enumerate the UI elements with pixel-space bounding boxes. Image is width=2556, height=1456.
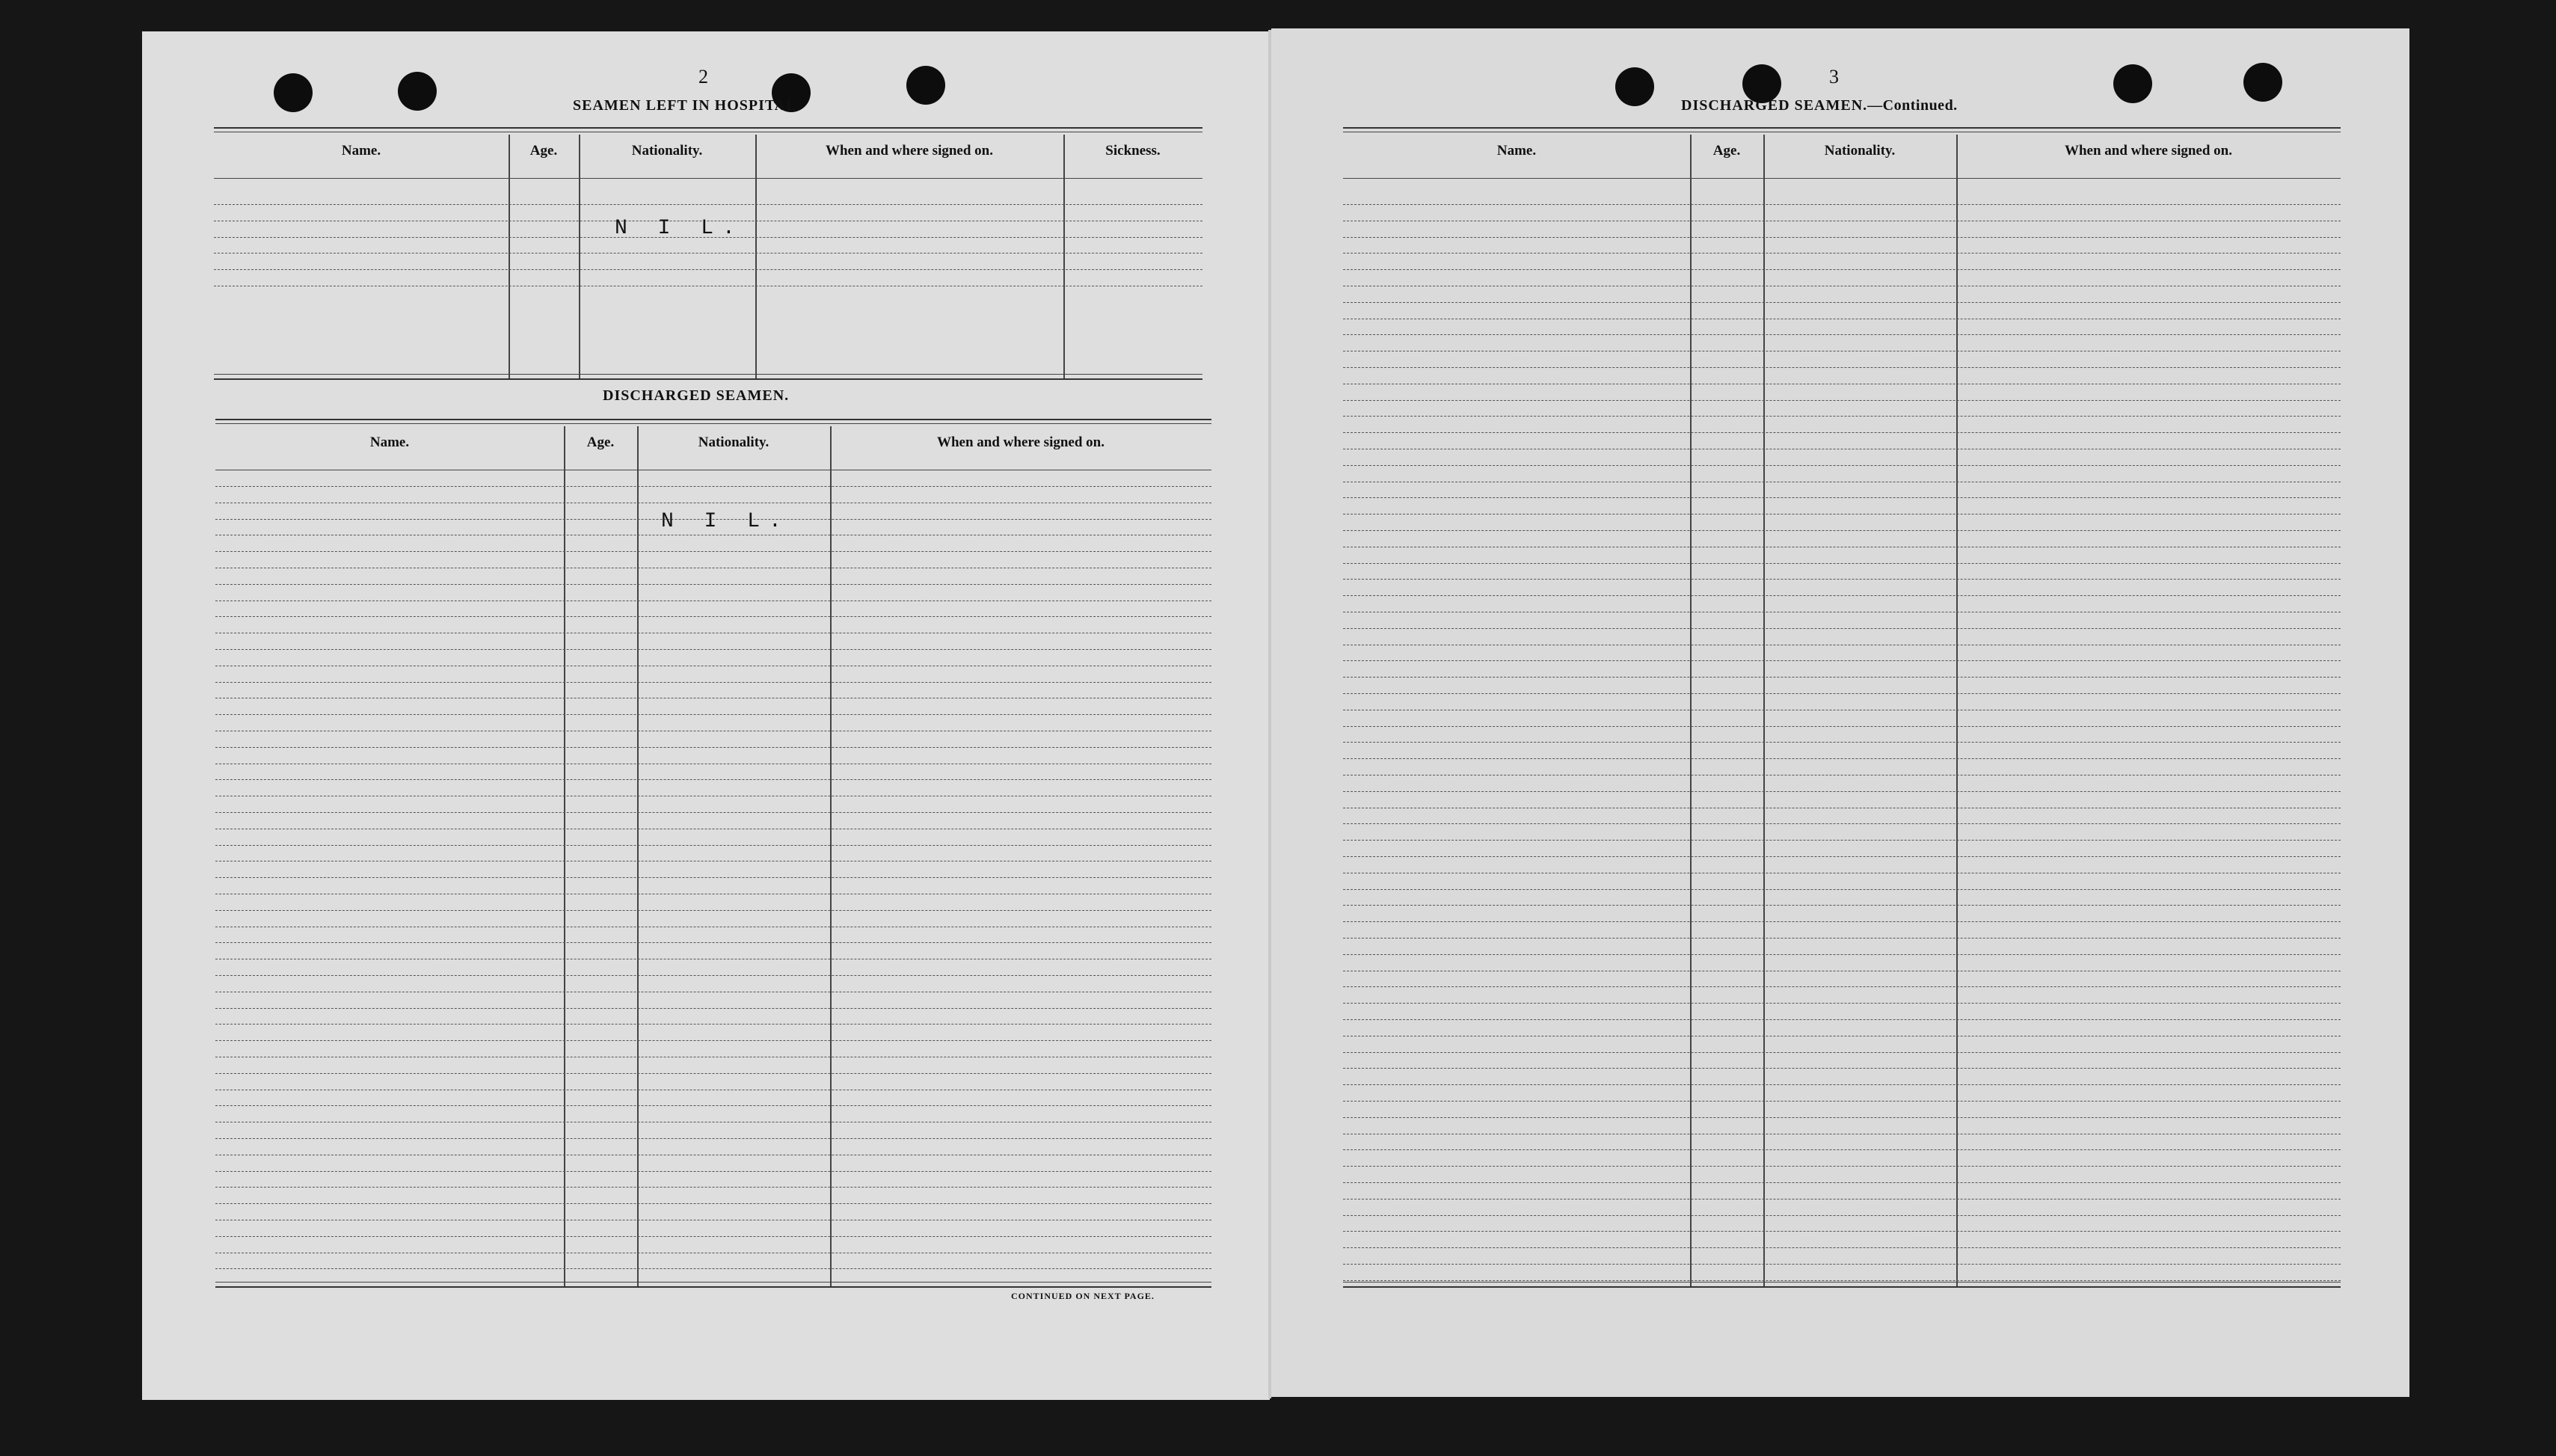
entry-row-line: [1343, 253, 2341, 254]
entry-row-line: [215, 877, 1211, 878]
column-header: Age.: [529, 143, 558, 159]
entry-row-line: [1343, 1149, 2341, 1150]
entry-row-line: [215, 1187, 1211, 1188]
entry-row-line: [215, 714, 1211, 715]
entry-row-line: [1343, 1247, 2341, 1248]
entry-row-line: [215, 1236, 1211, 1237]
punch-hole: [906, 66, 945, 105]
rule: [1343, 127, 2341, 129]
column-divider: [1956, 135, 1958, 1286]
entry-row-line: [215, 1024, 1211, 1025]
rule: [214, 127, 1202, 129]
entry-row-line: [1343, 1280, 2341, 1281]
entry-row-line: [1343, 465, 2341, 466]
entry-row-line: [1343, 986, 2341, 987]
column-header: When and where signed on.: [936, 434, 1105, 450]
entry-row-line: [1343, 302, 2341, 303]
entry-row-line: [215, 1268, 1211, 1269]
page-fold: [1268, 30, 1271, 1398]
entry-row-line: [1343, 400, 2341, 401]
column-divider: [1063, 135, 1065, 378]
entry-row-line: [214, 269, 1202, 270]
rule: [214, 374, 1202, 375]
entry-row-line: [1343, 530, 2341, 531]
column-divider: [1763, 135, 1765, 1286]
entry-row-line: [1343, 1019, 2341, 1020]
entry-row-line: [1343, 628, 2341, 629]
entry-row-line: [1343, 905, 2341, 906]
hospital-nil-entry: N I L.: [615, 217, 744, 240]
entry-row-line: [1343, 334, 2341, 335]
column-header: Age.: [586, 434, 615, 450]
entry-row-line: [1343, 1215, 2341, 1216]
entry-row-line: [1343, 954, 2341, 955]
entry-row-line: [1343, 791, 2341, 792]
entry-row-line: [1343, 693, 2341, 694]
title-text: DISCHARGED SEAMEN.: [1681, 97, 1868, 114]
entry-row-line: [1343, 1084, 2341, 1085]
discharged-continued-table: [1343, 127, 2341, 1286]
entry-row-line: [1343, 1068, 2341, 1069]
entry-row-line: [215, 1073, 1211, 1074]
entry-row-line: [1343, 1166, 2341, 1167]
column-divider: [1690, 135, 1692, 1286]
discharged-nil-entry: N I L.: [661, 510, 790, 533]
rule: [215, 1286, 1211, 1288]
entry-row-line: [215, 779, 1211, 780]
column-header: When and where signed on.: [2064, 143, 2232, 159]
rule: [1343, 178, 2341, 179]
entry-row-line: [1343, 889, 2341, 890]
entry-row-line: [215, 1203, 1211, 1204]
punch-hole: [2243, 63, 2282, 102]
entry-row-line: [1343, 726, 2341, 727]
entry-row-line: [1343, 1052, 2341, 1053]
entry-row-line: [215, 584, 1211, 585]
entry-row-line: [1343, 367, 2341, 368]
entry-row-line: [1343, 237, 2341, 238]
section-title-hospital: SEAMEN LEFT IN HOSPITAL.: [573, 97, 802, 114]
punch-hole: [2113, 64, 2152, 103]
entry-row-line: [1343, 269, 2341, 270]
entry-row-line: [215, 616, 1211, 617]
rule: [1343, 1282, 2341, 1283]
entry-row-line: [1343, 595, 2341, 596]
entry-row-line: [215, 747, 1211, 748]
entry-row-line: [215, 1008, 1211, 1009]
rule: [215, 419, 1211, 420]
entry-row-line: [1343, 563, 2341, 564]
entry-row-line: [1343, 677, 2341, 678]
entry-row-line: [215, 1040, 1211, 1041]
rule: [215, 1282, 1211, 1283]
column-header: Nationality.: [698, 434, 769, 450]
entry-row-line: [1343, 1117, 2341, 1118]
rule: [1343, 1286, 2341, 1288]
column-header: Sickness.: [1105, 143, 1161, 159]
rule: [214, 178, 1202, 179]
entry-row-line: [215, 1171, 1211, 1172]
rule: [214, 378, 1202, 380]
title-suffix: —Continued.: [1867, 97, 1958, 114]
column-header: Name.: [1496, 143, 1537, 159]
column-header: Name.: [369, 434, 410, 450]
punch-hole: [1615, 67, 1654, 106]
column-divider: [509, 135, 510, 378]
entry-row-line: [215, 600, 1211, 601]
hospital-table: [214, 127, 1202, 378]
column-divider: [637, 426, 639, 1286]
continued-note: CONTINUED ON NEXT PAGE.: [1011, 1291, 1155, 1301]
entry-row-line: [1343, 938, 2341, 939]
page-number: 2: [698, 66, 708, 87]
column-header: Nationality.: [1824, 143, 1896, 159]
entry-row-line: [215, 975, 1211, 976]
entry-row-line: [1343, 579, 2341, 580]
entry-row-line: [214, 253, 1202, 254]
entry-row-line: [215, 649, 1211, 650]
discharged-table: [215, 419, 1211, 1286]
column-divider: [564, 426, 565, 1286]
entry-row-line: [1343, 497, 2341, 498]
entry-row-line: [215, 1138, 1211, 1139]
entry-row-line: [215, 551, 1211, 552]
entry-row-line: [215, 910, 1211, 911]
entry-row-line: [215, 682, 1211, 683]
entry-row-line: [1343, 204, 2341, 205]
entry-row-line: [1343, 856, 2341, 857]
column-divider: [755, 135, 757, 378]
entry-row-line: [1343, 1101, 2341, 1102]
entry-row-line: [1343, 660, 2341, 661]
entry-row-line: [1343, 416, 2341, 417]
entry-row-line: [215, 845, 1211, 846]
punch-hole: [398, 72, 437, 111]
section-title-discharged-continued: [1681, 97, 1958, 114]
entry-row-line: [215, 486, 1211, 487]
entry-row-line: [214, 204, 1202, 205]
entry-row-line: [1343, 432, 2341, 433]
column-header: Name.: [341, 143, 381, 159]
entry-row-line: [1343, 823, 2341, 824]
entry-row-line: [215, 942, 1211, 943]
entry-row-line: [1343, 758, 2341, 759]
entry-row-line: [1343, 840, 2341, 841]
rule: [215, 423, 1211, 424]
entry-row-line: [1343, 1003, 2341, 1004]
entry-row-line: [215, 812, 1211, 813]
column-header: Age.: [1712, 143, 1741, 159]
entry-row-line: [1343, 921, 2341, 922]
column-divider: [830, 426, 832, 1286]
section-title-discharged: DISCHARGED SEAMEN.: [603, 387, 790, 404]
column-header: When and where signed on.: [825, 143, 993, 159]
column-header: Nationality.: [631, 143, 703, 159]
entry-row-line: [1343, 1231, 2341, 1232]
column-divider: [579, 135, 580, 378]
entry-row-line: [215, 1105, 1211, 1106]
entry-row-line: [1343, 1264, 2341, 1265]
page-number: 3: [1829, 66, 1839, 87]
entry-row-line: [1343, 742, 2341, 743]
entry-row-line: [1343, 1182, 2341, 1183]
punch-hole: [274, 73, 313, 112]
